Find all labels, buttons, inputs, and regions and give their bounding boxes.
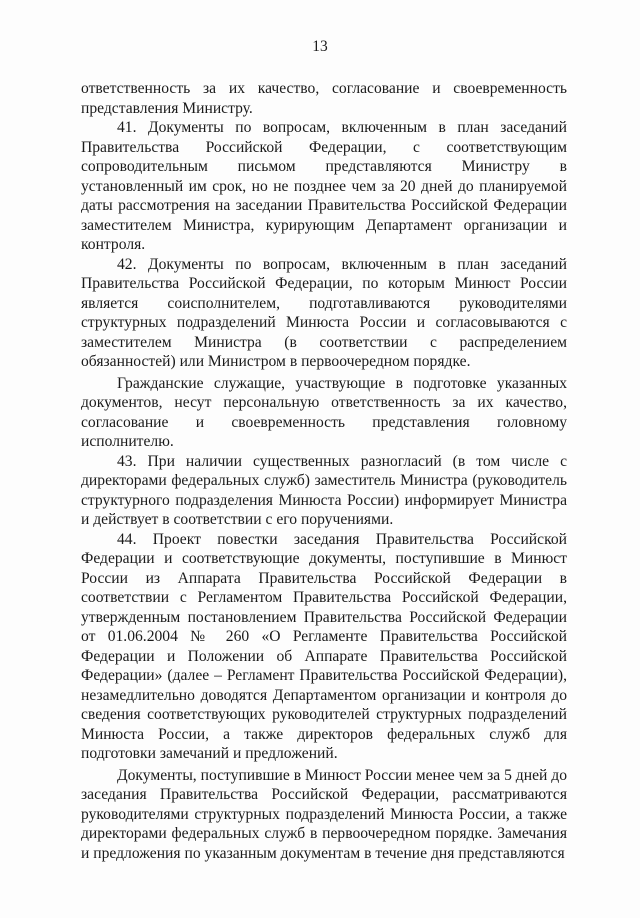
- paragraph-41: 41. Документы по вопросам, включенным в план заседаний Правительства Российской Федерации, с соответствующим сопроводительным письмом представляются Министру в установленный им срок, но не позднее чем за 20 дней до планируемой даты рассмотрения на заседании Правительства Российской Федерации заместителем Министра, курирующим Департамент организации и контроля.: [81, 119, 567, 253]
- paragraph-documents-5-days: Документы, поступившие в Минюст России менее чем за 5 дней до заседания Правительства Российской Федерации, рассматриваются руководителями структурных подразделений Минюста России, а также директорами федеральных служб в первоочередном порядке. Замечания и предложения по указанным документам в течение дня представляются: [81, 766, 567, 862]
- paragraph-43: 43. При наличии существенных разногласий (в том числе с директорами федеральных служб) заместитель Министра (руководитель структурного подразделения Минюста России) информирует Министра и действует в соответствии с его поручениями.: [81, 452, 567, 528]
- paragraph-44: 44. Проект повестки заседания Правительства Российской Федерации и соответствующие документы, поступившие в Минюст России из Аппарата Правительства Российской Федерации в соответствии с Регламентом Правительства Российской Федерации, утвержденным постановлением Правительства Российской Федерации от 01.06.2004 № 260 «О Регламенте Правительства Российской Федерации и Положении об Аппарате Правительства Российской Федерации» (далее – Регламент Правительства Российской Федерации), незамедлительно доводятся Департаментом организации и контроля до сведения соответствующих руководителей структурных подразделений Минюста России, а также директоров федеральных служб для подготовки замечаний и предложений.: [81, 530, 567, 762]
- paragraph-civil-servants: Гражданские служащие, участвующие в подготовке указанных документов, несут персональную ответственность за их качество, согласование и своевременность представления головному исполнителю.: [81, 374, 567, 450]
- paragraph-continuation: ответственность за их качество, согласование и своевременность представления Министру.: [81, 80, 567, 117]
- document-body: [81, 79, 567, 863]
- paragraph-42: 42. Документы по вопросам, включенным в план заседаний Правительства Российской Федерации, по которым Минюст России является соисполнителем, подготавливаются руководителями структурных подразделений Минюста России и согласовываются с заместителем Министра (в соответствии с распределением обязанностей) или Министром в первоочередном порядке.: [81, 255, 567, 370]
- page-number: 13: [312, 38, 328, 55]
